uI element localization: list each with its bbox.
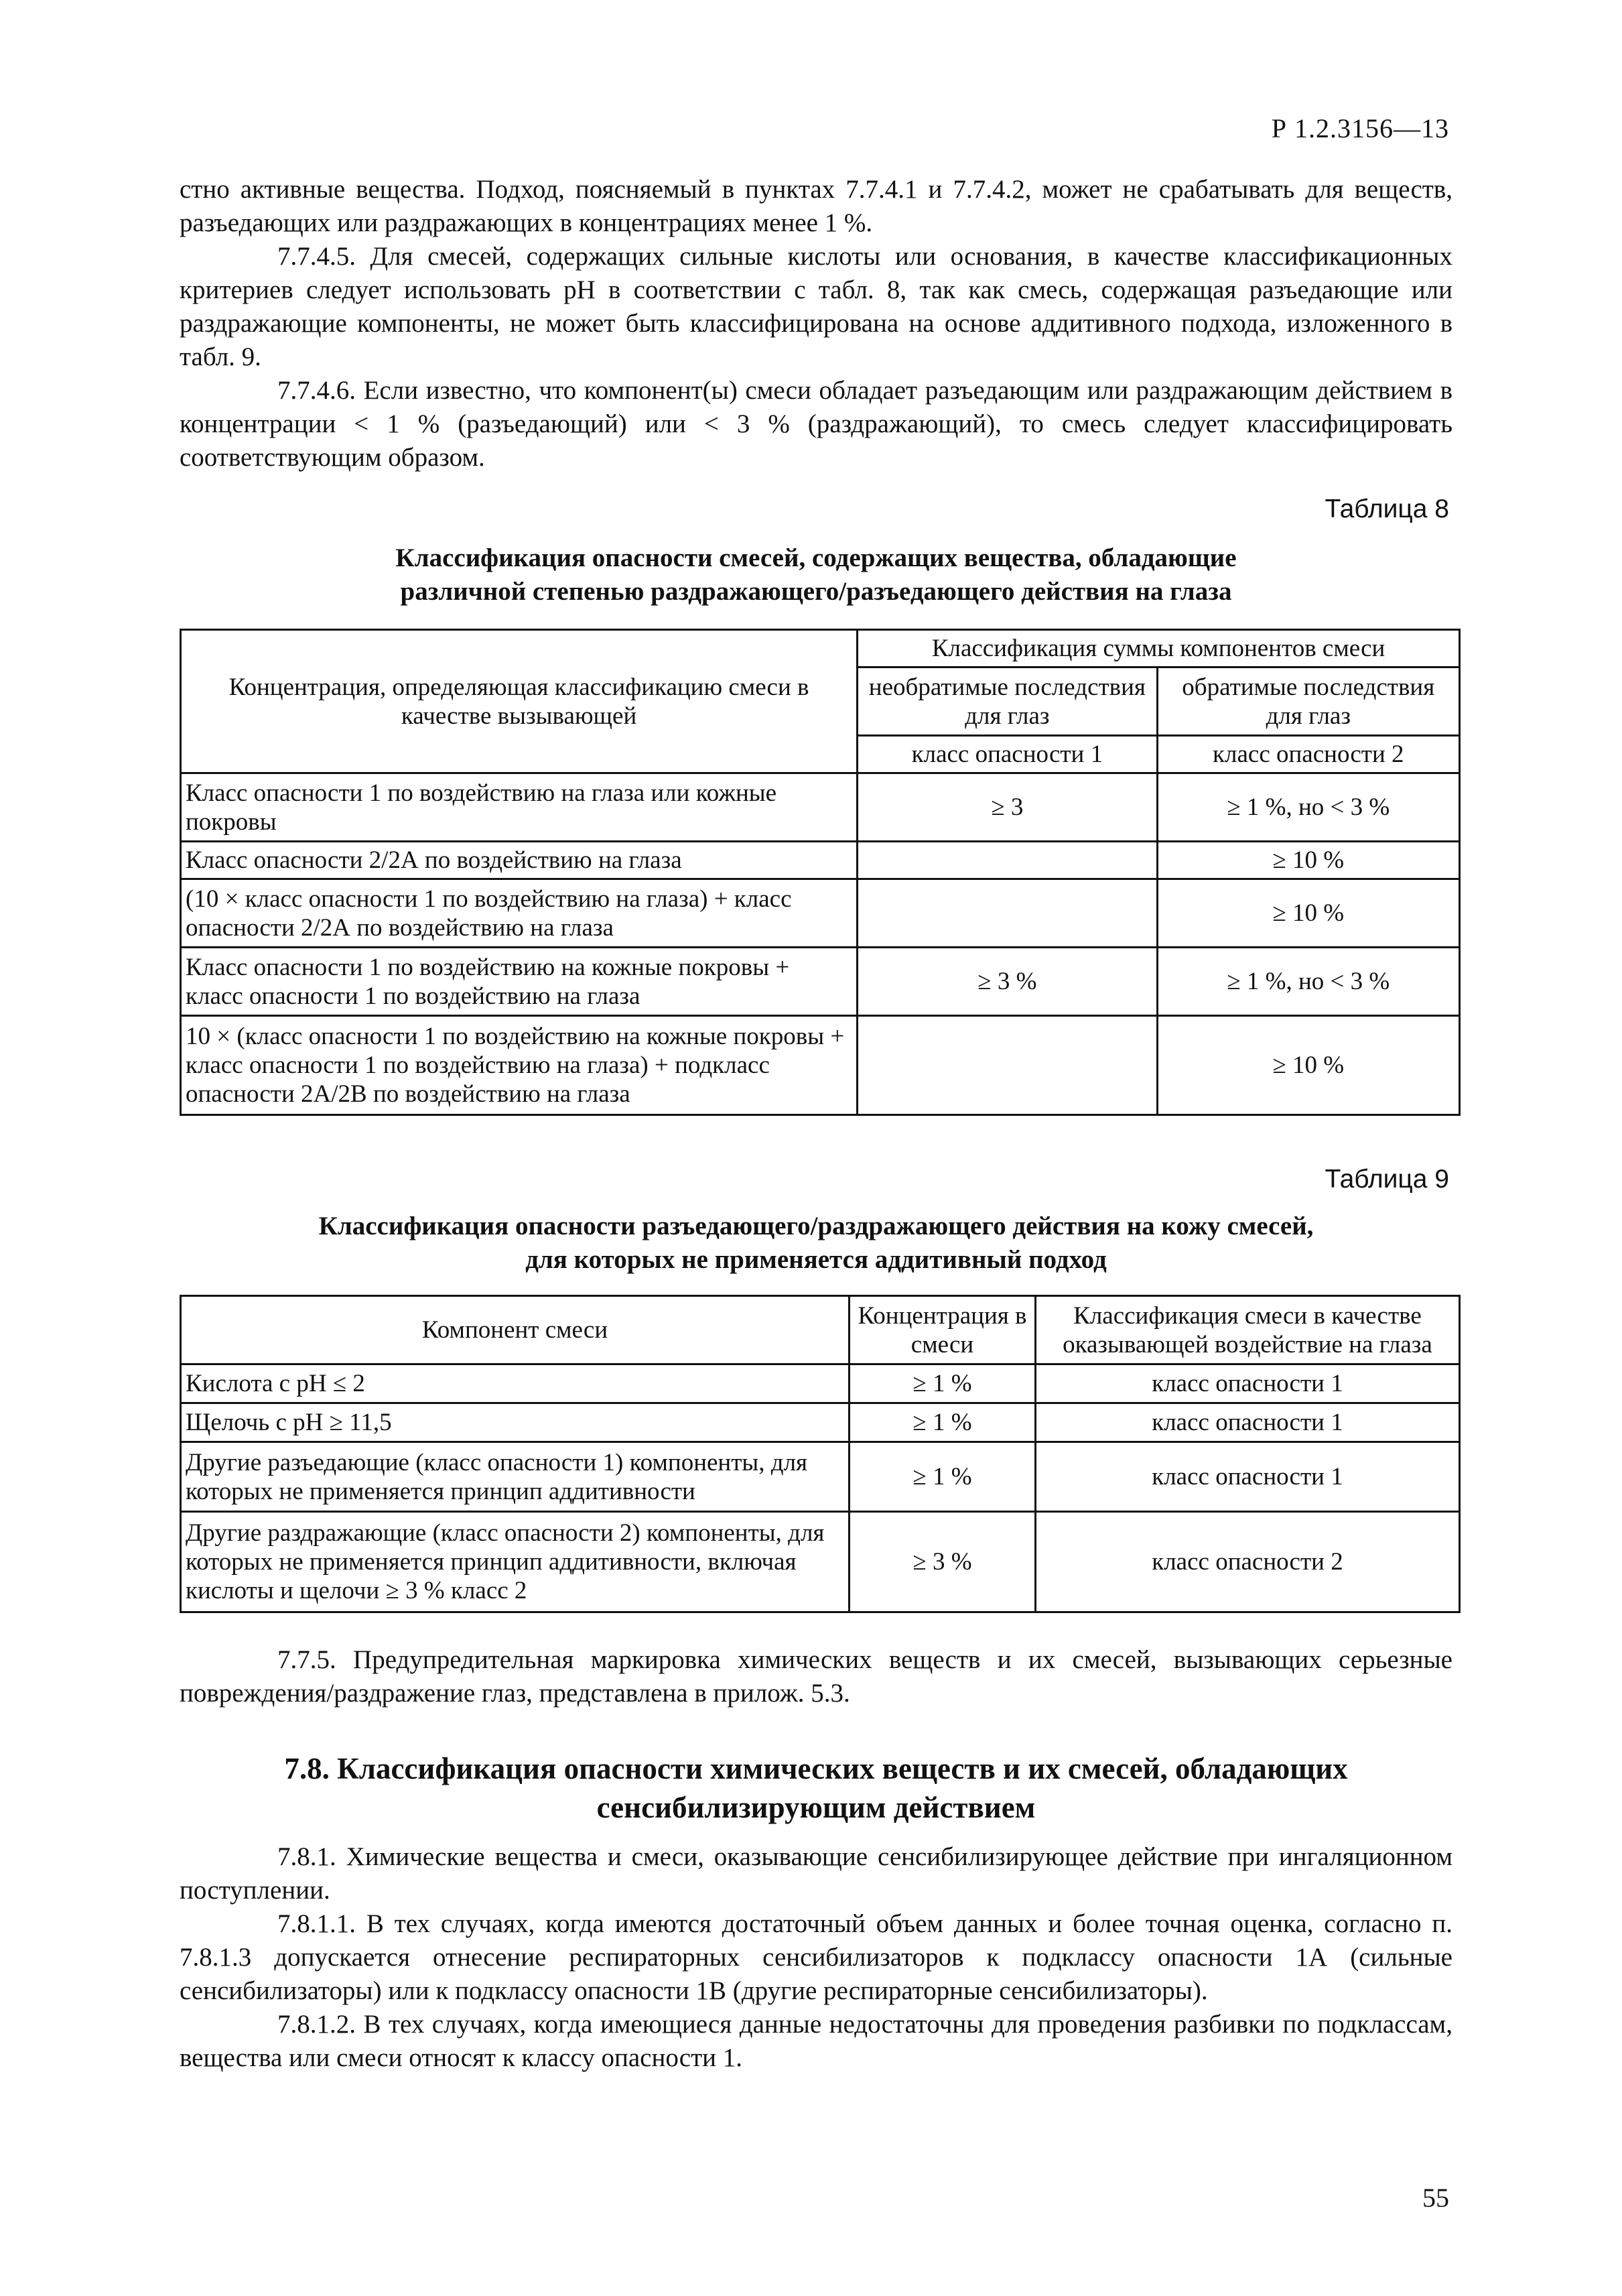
table-cell-concentration: ≥ 1 % — [850, 1364, 1036, 1403]
table-cell-irreversible — [858, 879, 1157, 948]
table-8-title-line: различной степенью раздражающего/разъедающего действия на глаза — [400, 577, 1232, 606]
table-9-header-concentration: Концентрация в смеси — [850, 1296, 1036, 1364]
table-row — [181, 842, 1460, 879]
table-8-header-class1: класс опасности 1 — [858, 736, 1157, 773]
table-row — [181, 948, 1460, 1016]
paragraph-7-8-1: 7.8.1. Химические вещества и смеси, оказывающие сенсибилизирующее действие при ингаляционном поступлении. — [180, 1842, 1452, 1905]
table-cell-criterion: Класс опасности 1 по воздействию на кожные покровы + класс опасности 1 по воздействию на глаза — [181, 948, 858, 1016]
paragraph-7-8-1-2: 7.8.1.2. В тех случаях, когда имеющиеся данные недостаточны для проведения разбивки по подклассам, вещества или смеси относят к классу опасности 1. — [180, 2010, 1452, 2072]
table-row — [181, 879, 1460, 948]
table-cell-reversible: ≥ 1 %, но < 3 % — [1157, 773, 1459, 842]
table-8-title — [180, 541, 1452, 609]
table-8-header-reversible: обратимые последствия для глаз — [1157, 667, 1459, 736]
table-row — [181, 1016, 1460, 1115]
table-cell-classification: класс опасности 1 — [1035, 1403, 1459, 1442]
table-row — [181, 1296, 1460, 1364]
table-8-label: Таблица 8 — [1325, 495, 1449, 523]
page-number: 55 — [1422, 2183, 1449, 2213]
table-9-header-component: Компонент смеси — [181, 1296, 850, 1364]
table-row — [181, 773, 1460, 842]
table-cell-irreversible — [858, 1016, 1157, 1115]
table-cell-concentration: ≥ 1 % — [850, 1403, 1036, 1442]
table-cell-classification: класс опасности 2 — [1035, 1512, 1459, 1612]
table-8-header-sum: Классификация суммы компонентов смеси — [858, 630, 1460, 667]
intro-text — [180, 173, 1452, 474]
table-cell-component: Кислота с pH ≤ 2 — [181, 1364, 850, 1403]
table-row — [181, 630, 1460, 667]
table-9 — [180, 1295, 1461, 1613]
table-8-header-concentration: Концентрация, определяющая классификацию смеси в качестве вызывающей — [181, 630, 858, 773]
table-cell-irreversible — [858, 842, 1157, 879]
table-9-title-line: для которых не применяется аддитивный подход — [525, 1245, 1107, 1274]
table-9-header-classification: Классификация смеси в качестве оказывающей воздействие на глаза — [1035, 1296, 1459, 1364]
table-cell-irreversible: ≥ 3 — [858, 773, 1157, 842]
paragraph-7-7-5: 7.7.5. Предупредительная маркировка химических веществ и их смесей, вызывающих серьезные повреждения/раздражение глаз, представлена в прилож. 5.3. — [180, 1645, 1452, 1708]
table-cell-criterion: 10 × (класс опасности 1 по воздействию на кожные покровы + класс опасности 1 по воздействию на глаза) + подкласс опасности 2А/2В по воздействию на глаза — [181, 1016, 858, 1115]
paragraph-continuation: стно активные вещества. Подход, поясняемый в пунктах 7.7.4.1 и 7.7.4.2, может не срабатывать для веществ, разъедающих или раздражающих в концентрациях менее 1 %. — [180, 175, 1452, 237]
table-cell-concentration: ≥ 1 % — [850, 1442, 1036, 1512]
table-row — [181, 1364, 1460, 1403]
table-row — [181, 1442, 1460, 1512]
paragraph-7-8-1-1: 7.8.1.1. В тех случаях, когда имеются достаточный объем данных и более точная оценка, согласно п. 7.8.1.3 допускается отнесение респираторных сенсибилизаторов к подклассу опасности 1А (сильные сенсибилизаторы) или к подклассу опасности 1В (другие респираторные сенсибилизаторы). — [180, 1909, 1452, 2005]
paragraph-7-7-4-6: 7.7.4.6. Если известно, что компонент(ы) смеси обладает разъедающим или раздражающим действием в концентрации < 1 % (разъедающий) или < 3 % (раздражающий), то смесь следует классифицировать соответствующим образом. — [180, 376, 1452, 472]
table-cell-reversible: ≥ 10 % — [1157, 879, 1459, 948]
section-heading — [180, 1749, 1452, 1827]
table-cell-component: Щелочь с pH ≥ 11,5 — [181, 1403, 850, 1442]
table-8-header-irreversible: необратимые последствия для глаз — [858, 667, 1157, 736]
table-cell-component: Другие разъедающие (класс опасности 1) компоненты, для которых не применяется принцип аддитивности — [181, 1442, 850, 1512]
section-heading-line: сенсибилизирующим действием — [596, 1791, 1036, 1824]
section-text — [180, 1840, 1452, 2075]
table-8-header-class2: класс опасности 2 — [1157, 736, 1459, 773]
table-cell-reversible: ≥ 10 % — [1157, 1016, 1459, 1115]
table-cell-component: Другие раздражающие (класс опасности 2) компоненты, для которых не применяется принцип аддитивности, включая кислоты и щелочи ≥ 3 % класс 2 — [181, 1512, 850, 1612]
table-cell-reversible: ≥ 10 % — [1157, 842, 1459, 879]
table-cell-classification: класс опасности 1 — [1035, 1364, 1459, 1403]
table-row — [181, 1512, 1460, 1612]
document-code: Р 1.2.3156—13 — [1271, 113, 1449, 143]
after-table-text — [180, 1643, 1452, 1710]
table-9-title — [180, 1210, 1452, 1277]
table-cell-criterion: (10 × класс опасности 1 по воздействию на глаза) + класс опасности 2/2А по воздействию на глаза — [181, 879, 858, 948]
table-9-label: Таблица 9 — [1325, 1165, 1449, 1194]
paragraph-7-7-4-5: 7.7.4.5. Для смесей, содержащих сильные кислоты или основания, в качестве классификационных критериев следует использовать pH в соответствии с табл. 8, так как смесь, содержащая разъедающие или раздражающие компоненты, не может быть классифицирована на основе аддитивного подхода, изложенного в табл. 9. — [180, 242, 1452, 371]
table-cell-reversible: ≥ 1 %, но < 3 % — [1157, 948, 1459, 1016]
table-cell-classification: класс опасности 1 — [1035, 1442, 1459, 1512]
table-cell-irreversible: ≥ 3 % — [858, 948, 1157, 1016]
table-row — [181, 1403, 1460, 1442]
table-cell-criterion: Класс опасности 2/2А по воздействию на глаза — [181, 842, 858, 879]
table-9-title-line: Классификация опасности разъедающего/раздражающего действия на кожу смесей, — [318, 1212, 1314, 1240]
section-heading-line: 7.8. Классификация опасности химических веществ и их смесей, обладающих — [284, 1752, 1348, 1785]
table-cell-concentration: ≥ 3 % — [850, 1512, 1036, 1612]
table-cell-criterion: Класс опасности 1 по воздействию на глаза или кожные покровы — [181, 773, 858, 842]
table-8-title-line: Классификация опасности смесей, содержащих вещества, обладающие — [395, 544, 1237, 572]
table-8 — [180, 629, 1461, 1116]
